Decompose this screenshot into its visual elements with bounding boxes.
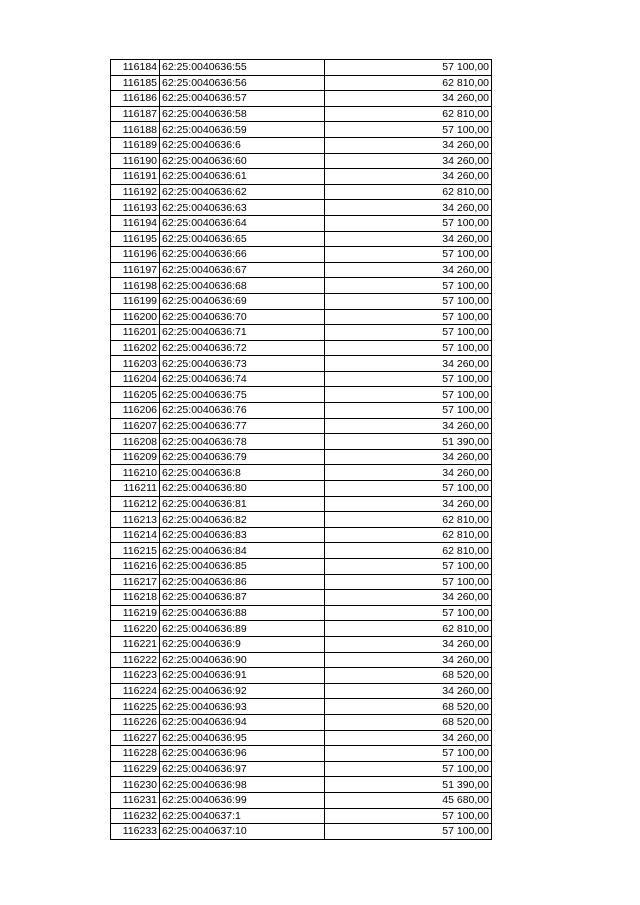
- table-row: [111, 512, 492, 528]
- value-cell: 57 100,00: [325, 808, 492, 824]
- cadastral-number-cell: 62:25:0040636:79: [160, 449, 325, 465]
- row-number-cell: 116213: [111, 512, 160, 528]
- value-cell: 57 100,00: [325, 387, 492, 403]
- value-cell: 34 260,00: [325, 153, 492, 169]
- cadastral-number-cell: 62:25:0040636:96: [160, 746, 325, 762]
- cadastral-number-cell: 62:25:0040636:86: [160, 574, 325, 590]
- row-number-cell: 116188: [111, 122, 160, 138]
- value-cell: 34 260,00: [325, 636, 492, 652]
- cadastral-number-cell: 62:25:0040636:70: [160, 309, 325, 325]
- table-row: [111, 60, 492, 76]
- cadastral-number-cell: 62:25:0040636:88: [160, 605, 325, 621]
- row-number-cell: 116225: [111, 699, 160, 715]
- row-number-cell: 116229: [111, 761, 160, 777]
- table-row: [111, 371, 492, 387]
- table-row: [111, 434, 492, 450]
- cadastral-number-cell: 62:25:0040636:60: [160, 153, 325, 169]
- table-row: [111, 668, 492, 684]
- value-cell: 57 100,00: [325, 559, 492, 575]
- row-number-cell: 116230: [111, 777, 160, 793]
- value-cell: 57 100,00: [325, 746, 492, 762]
- table-row: [111, 278, 492, 294]
- value-cell: 57 100,00: [325, 340, 492, 356]
- table-row: [111, 636, 492, 652]
- cadastral-number-cell: 62:25:0040636:6: [160, 137, 325, 153]
- row-number-cell: 116189: [111, 137, 160, 153]
- value-cell: 57 100,00: [325, 122, 492, 138]
- value-cell: 57 100,00: [325, 574, 492, 590]
- cadastral-number-cell: 62:25:0040636:55: [160, 60, 325, 76]
- table-row: [111, 621, 492, 637]
- value-cell: 62 810,00: [325, 184, 492, 200]
- row-number-cell: 116198: [111, 278, 160, 294]
- cadastral-number-cell: 62:25:0040636:8: [160, 465, 325, 481]
- table-row: [111, 746, 492, 762]
- row-number-cell: 116228: [111, 746, 160, 762]
- cadastral-number-cell: 62:25:0040636:97: [160, 761, 325, 777]
- cadastral-number-cell: 62:25:0040636:62: [160, 184, 325, 200]
- row-number-cell: 116227: [111, 730, 160, 746]
- value-cell: 34 260,00: [325, 590, 492, 606]
- cadastral-number-cell: 62:25:0040636:73: [160, 356, 325, 372]
- row-number-cell: 116210: [111, 465, 160, 481]
- table-row: [111, 184, 492, 200]
- table-row: [111, 559, 492, 575]
- row-number-cell: 116211: [111, 481, 160, 497]
- table-row: [111, 605, 492, 621]
- table-row: [111, 527, 492, 543]
- row-number-cell: 116221: [111, 636, 160, 652]
- table-row: [111, 325, 492, 341]
- value-cell: 34 260,00: [325, 356, 492, 372]
- cadastral-number-cell: 62:25:0040636:63: [160, 200, 325, 216]
- value-cell: 68 520,00: [325, 699, 492, 715]
- row-number-cell: 116196: [111, 247, 160, 263]
- value-cell: 34 260,00: [325, 730, 492, 746]
- table-row: [111, 418, 492, 434]
- cadastral-number-cell: 62:25:0040636:83: [160, 527, 325, 543]
- row-number-cell: 116223: [111, 668, 160, 684]
- table-row: [111, 699, 492, 715]
- table-row: [111, 496, 492, 512]
- cadastral-number-cell: 62:25:0040636:74: [160, 371, 325, 387]
- table-row: [111, 106, 492, 122]
- cadastral-number-cell: 62:25:0040636:71: [160, 325, 325, 341]
- row-number-cell: 116185: [111, 75, 160, 91]
- row-number-cell: 116187: [111, 106, 160, 122]
- row-number-cell: 116194: [111, 215, 160, 231]
- row-number-cell: 116219: [111, 605, 160, 621]
- value-cell: 68 520,00: [325, 714, 492, 730]
- value-cell: 57 100,00: [325, 309, 492, 325]
- table-row: [111, 231, 492, 247]
- cadastral-value-table: [110, 59, 492, 840]
- value-cell: 34 260,00: [325, 262, 492, 278]
- cadastral-number-cell: 62:25:0040636:94: [160, 714, 325, 730]
- row-number-cell: 116202: [111, 340, 160, 356]
- value-cell: 62 810,00: [325, 543, 492, 559]
- row-number-cell: 116197: [111, 262, 160, 278]
- cadastral-number-cell: 62:25:0040636:64: [160, 215, 325, 231]
- cadastral-number-cell: 62:25:0040636:61: [160, 169, 325, 185]
- value-cell: 57 100,00: [325, 60, 492, 76]
- cadastral-number-cell: 62:25:0040636:89: [160, 621, 325, 637]
- cadastral-number-cell: 62:25:0040636:87: [160, 590, 325, 606]
- table-row: [111, 714, 492, 730]
- table-row: [111, 761, 492, 777]
- cadastral-number-cell: 62:25:0040636:99: [160, 792, 325, 808]
- cadastral-number-cell: 62:25:0040636:98: [160, 777, 325, 793]
- table-row: [111, 215, 492, 231]
- row-number-cell: 116192: [111, 184, 160, 200]
- value-cell: 45 680,00: [325, 792, 492, 808]
- table-row: [111, 824, 492, 840]
- value-cell: 34 260,00: [325, 200, 492, 216]
- row-number-cell: 116207: [111, 418, 160, 434]
- cadastral-number-cell: 62:25:0040636:91: [160, 668, 325, 684]
- value-cell: 57 100,00: [325, 247, 492, 263]
- row-number-cell: 116193: [111, 200, 160, 216]
- value-cell: 62 810,00: [325, 106, 492, 122]
- row-number-cell: 116222: [111, 652, 160, 668]
- value-cell: 57 100,00: [325, 278, 492, 294]
- table-row: [111, 652, 492, 668]
- row-number-cell: 116216: [111, 559, 160, 575]
- value-cell: 34 260,00: [325, 169, 492, 185]
- row-number-cell: 116206: [111, 403, 160, 419]
- row-number-cell: 116203: [111, 356, 160, 372]
- row-number-cell: 116195: [111, 231, 160, 247]
- row-number-cell: 116220: [111, 621, 160, 637]
- value-cell: 34 260,00: [325, 418, 492, 434]
- cadastral-number-cell: 62:25:0040636:56: [160, 75, 325, 91]
- table-row: [111, 683, 492, 699]
- cadastral-number-cell: 62:25:0040636:75: [160, 387, 325, 403]
- table-row: [111, 309, 492, 325]
- value-cell: 34 260,00: [325, 683, 492, 699]
- table-row: [111, 808, 492, 824]
- table-row: [111, 137, 492, 153]
- cadastral-number-cell: 62:25:0040636:68: [160, 278, 325, 294]
- table-row: [111, 293, 492, 309]
- table-row: [111, 792, 492, 808]
- value-cell: 57 100,00: [325, 761, 492, 777]
- row-number-cell: 116204: [111, 371, 160, 387]
- cadastral-number-cell: 62:25:0040637:1: [160, 808, 325, 824]
- value-cell: 57 100,00: [325, 371, 492, 387]
- value-cell: 68 520,00: [325, 668, 492, 684]
- table-row: [111, 403, 492, 419]
- cadastral-number-cell: 62:25:0040636:95: [160, 730, 325, 746]
- cadastral-number-cell: 62:25:0040636:65: [160, 231, 325, 247]
- row-number-cell: 116186: [111, 91, 160, 107]
- value-cell: 57 100,00: [325, 215, 492, 231]
- table-row: [111, 153, 492, 169]
- value-cell: 51 390,00: [325, 434, 492, 450]
- value-cell: 34 260,00: [325, 91, 492, 107]
- table-row: [111, 262, 492, 278]
- row-number-cell: 116231: [111, 792, 160, 808]
- cadastral-number-cell: 62:25:0040636:77: [160, 418, 325, 434]
- cadastral-number-cell: 62:25:0040636:90: [160, 652, 325, 668]
- table-row: [111, 75, 492, 91]
- cadastral-number-cell: 62:25:0040636:78: [160, 434, 325, 450]
- value-cell: 62 810,00: [325, 512, 492, 528]
- cadastral-number-cell: 62:25:0040637:10: [160, 824, 325, 840]
- table-row: [111, 356, 492, 372]
- row-number-cell: 116218: [111, 590, 160, 606]
- cadastral-number-cell: 62:25:0040636:76: [160, 403, 325, 419]
- cadastral-number-cell: 62:25:0040636:85: [160, 559, 325, 575]
- cadastral-number-cell: 62:25:0040636:58: [160, 106, 325, 122]
- row-number-cell: 116226: [111, 714, 160, 730]
- row-number-cell: 116212: [111, 496, 160, 512]
- cadastral-number-cell: 62:25:0040636:84: [160, 543, 325, 559]
- table-row: [111, 340, 492, 356]
- row-number-cell: 116232: [111, 808, 160, 824]
- table-row: [111, 730, 492, 746]
- row-number-cell: 116224: [111, 683, 160, 699]
- value-cell: 34 260,00: [325, 449, 492, 465]
- cadastral-number-cell: 62:25:0040636:82: [160, 512, 325, 528]
- table-row: [111, 574, 492, 590]
- row-number-cell: 116191: [111, 169, 160, 185]
- cadastral-number-cell: 62:25:0040636:93: [160, 699, 325, 715]
- table-row: [111, 481, 492, 497]
- cadastral-number-cell: 62:25:0040636:69: [160, 293, 325, 309]
- value-cell: 34 260,00: [325, 231, 492, 247]
- row-number-cell: 116205: [111, 387, 160, 403]
- table-row: [111, 777, 492, 793]
- row-number-cell: 116199: [111, 293, 160, 309]
- row-number-cell: 116208: [111, 434, 160, 450]
- row-number-cell: 116184: [111, 60, 160, 76]
- table-row: [111, 169, 492, 185]
- row-number-cell: 116217: [111, 574, 160, 590]
- table-row: [111, 200, 492, 216]
- cadastral-number-cell: 62:25:0040636:66: [160, 247, 325, 263]
- value-cell: 34 260,00: [325, 496, 492, 512]
- row-number-cell: 116214: [111, 527, 160, 543]
- value-cell: 62 810,00: [325, 75, 492, 91]
- cadastral-number-cell: 62:25:0040636:67: [160, 262, 325, 278]
- cadastral-number-cell: 62:25:0040636:80: [160, 481, 325, 497]
- row-number-cell: 116190: [111, 153, 160, 169]
- value-cell: 57 100,00: [325, 481, 492, 497]
- table-row: [111, 543, 492, 559]
- value-cell: 57 100,00: [325, 824, 492, 840]
- table-row: [111, 122, 492, 138]
- value-cell: 34 260,00: [325, 137, 492, 153]
- value-cell: 62 810,00: [325, 621, 492, 637]
- value-cell: 34 260,00: [325, 465, 492, 481]
- row-number-cell: 116209: [111, 449, 160, 465]
- cadastral-number-cell: 62:25:0040636:57: [160, 91, 325, 107]
- row-number-cell: 116233: [111, 824, 160, 840]
- value-cell: 57 100,00: [325, 403, 492, 419]
- cadastral-number-cell: 62:25:0040636:81: [160, 496, 325, 512]
- value-cell: 57 100,00: [325, 605, 492, 621]
- value-cell: 51 390,00: [325, 777, 492, 793]
- table-body: [111, 60, 492, 840]
- table-row: [111, 590, 492, 606]
- value-cell: 57 100,00: [325, 325, 492, 341]
- value-cell: 62 810,00: [325, 527, 492, 543]
- table-row: [111, 449, 492, 465]
- cadastral-number-cell: 62:25:0040636:92: [160, 683, 325, 699]
- row-number-cell: 116200: [111, 309, 160, 325]
- row-number-cell: 116215: [111, 543, 160, 559]
- table-row: [111, 465, 492, 481]
- value-cell: 57 100,00: [325, 293, 492, 309]
- table-row: [111, 91, 492, 107]
- cadastral-number-cell: 62:25:0040636:72: [160, 340, 325, 356]
- table-row: [111, 247, 492, 263]
- table-row: [111, 387, 492, 403]
- row-number-cell: 116201: [111, 325, 160, 341]
- value-cell: 34 260,00: [325, 652, 492, 668]
- cadastral-number-cell: 62:25:0040636:9: [160, 636, 325, 652]
- cadastral-number-cell: 62:25:0040636:59: [160, 122, 325, 138]
